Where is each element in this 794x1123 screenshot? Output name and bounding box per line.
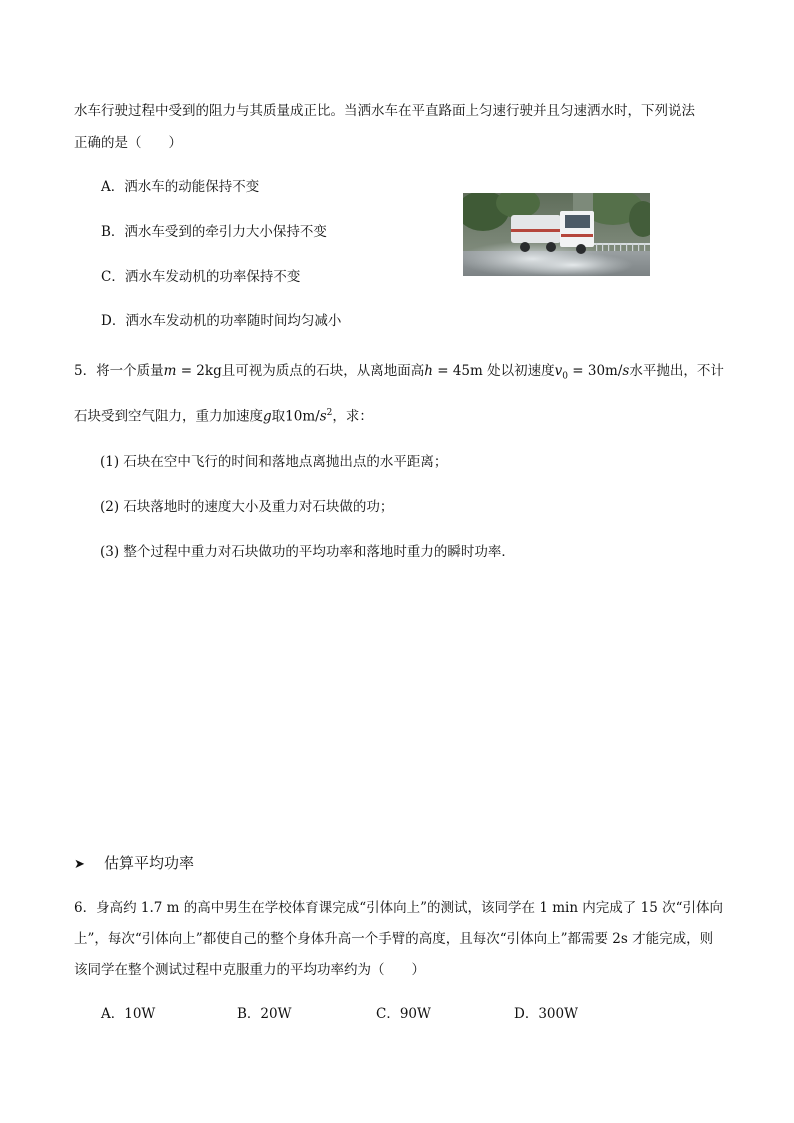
q5-gravity-unit: s <box>319 408 327 425</box>
q5-text-4: 水平抛出，不计 <box>629 363 724 379</box>
q6-stem-line-1: 6．身高约 1.7 m 的高中男生在学校体育课完成“引体向上”的测试，该同学在 1 min 内完成了 15 次“引体向 <box>74 900 723 916</box>
q5-velocity-subscript: 0 <box>562 371 568 382</box>
q5-stem-line-2 <box>74 403 373 427</box>
q5-text-3: 处以初速度 <box>482 363 555 379</box>
q5-sub-question-3: (3) 整个过程中重力对石块做功的平均功率和落地时重力的瞬时功率． <box>100 544 515 560</box>
q5-stem-line-1 <box>74 361 724 387</box>
q4-option-a: A．洒水车的动能保持不变 <box>101 179 260 195</box>
section-heading <box>74 852 194 876</box>
q4-option-d: D．洒水车发动机的功率随时间均匀减小 <box>101 313 342 329</box>
q4-option-b: B．洒水车受到的牵引力大小保持不变 <box>101 224 327 240</box>
q5-text-7: ，求： <box>332 408 373 425</box>
q5-gravity-exponent: 2 <box>326 408 333 418</box>
q5-sub-question-1: (1) 石块在空中飞行的时间和落地点离抛出点的水平距离； <box>100 454 448 470</box>
section-title: 估算平均功率 <box>104 854 195 872</box>
q5-text-2: 且可视为质点的石块，从离地面高 <box>221 363 425 379</box>
arrow-bullet-icon: ➤ <box>74 857 85 872</box>
q5-height-symbol: h <box>424 363 433 379</box>
q5-velocity-value: = 30m/ <box>567 363 623 379</box>
q4-stem-line-2: 正确的是（ ） <box>74 135 182 151</box>
q5-text-6: 取 <box>271 408 286 425</box>
q5-mass-value: = 2kg <box>176 363 222 379</box>
q5-text-5: 石块受到空气阻力，重力加速度 <box>74 408 263 425</box>
q5-sub-question-2: (2) 石块落地时的速度大小及重力对石块做的功； <box>100 499 394 515</box>
q5-gravity-symbol: g <box>263 408 272 425</box>
q5-velocity-symbol: v <box>554 363 563 379</box>
q4-option-c: C．洒水车发动机的功率保持不变 <box>101 269 301 285</box>
q4-stem-line-1: 水车行驶过程中受到的阻力与其质量成正比。当洒水车在平直路面上匀速行驶并且匀速洒水时，下列说法 <box>74 103 695 119</box>
q6-stem-line-2: 上”，每次“引体向上”都使自己的整个身体升高一个手臂的高度，且每次“引体向上”都需要 2s 才能完成，则 <box>74 931 714 947</box>
q6-stem-line-3: 该同学在整个测试过程中克服重力的平均功率约为（ ） <box>74 962 425 978</box>
sprinkler-truck-photo <box>463 193 650 276</box>
q5-velocity-unit: s <box>622 363 630 379</box>
q6-choice-d: D．300W <box>514 1006 578 1022</box>
q5-height-value: = 45m <box>432 363 483 379</box>
q6-choice-a: A．10W <box>101 1006 156 1022</box>
q6-choice-c: C．90W <box>376 1006 431 1022</box>
q5-gravity-value: 10m/ <box>285 408 320 425</box>
q5-mass-symbol: m <box>163 363 177 379</box>
q6-choice-b: B．20W <box>237 1006 292 1022</box>
q5-text-1: 5．将一个质量 <box>74 363 164 379</box>
